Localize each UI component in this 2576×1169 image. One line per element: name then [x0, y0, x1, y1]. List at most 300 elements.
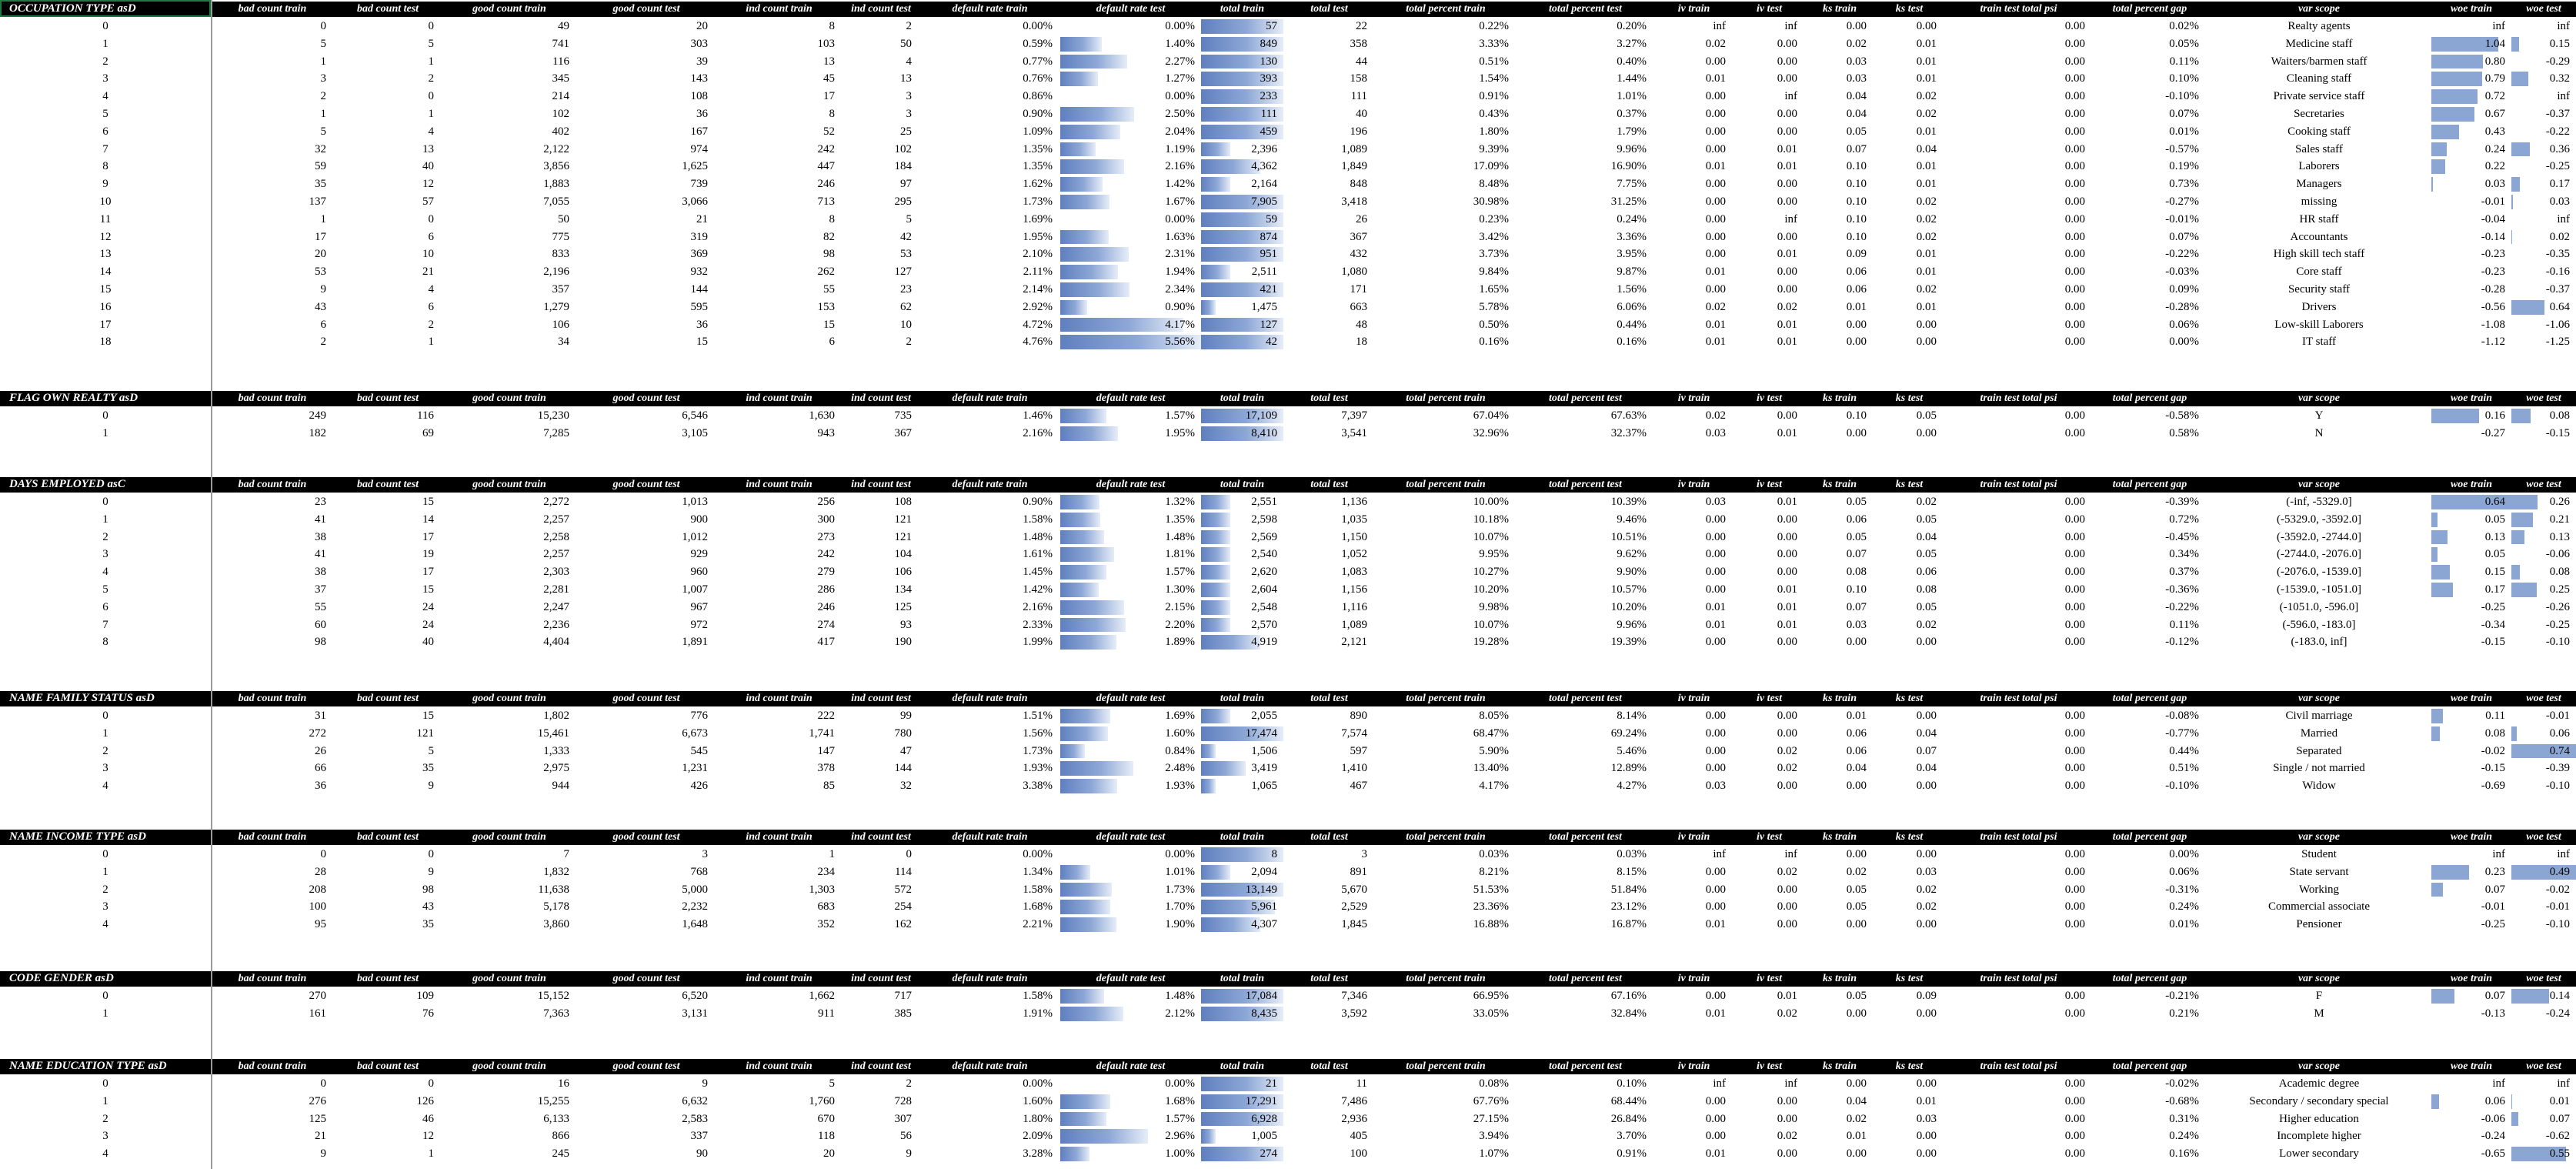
numeric-cell[interactable]: 0.00 — [2064, 710, 2085, 722]
numeric-cell[interactable]: 0.00% — [1023, 20, 1053, 32]
numeric-cell[interactable]: 1.58% — [1023, 883, 1053, 896]
numeric-cell[interactable]: 10 — [900, 318, 912, 331]
numeric-cell[interactable]: 26.84% — [1610, 1112, 1647, 1125]
var-scope-cell[interactable]: Sales staff — [2295, 142, 2343, 155]
numeric-cell[interactable]: 102 — [552, 108, 569, 120]
default-rate-train-cell[interactable] — [1060, 1111, 1201, 1128]
numeric-cell[interactable]: 2 — [906, 336, 912, 349]
numeric-cell[interactable]: 9 — [702, 1077, 708, 1090]
default-rate-test-cell[interactable] — [1201, 529, 1283, 546]
numeric-cell[interactable]: 97 — [900, 178, 912, 191]
column-header[interactable]: woe train — [2450, 693, 2493, 704]
numeric-cell[interactable]: 670 — [817, 1112, 835, 1125]
numeric-cell[interactable]: 0.02 — [1846, 1112, 1867, 1125]
default-rate-train-cell[interactable] — [1060, 760, 1201, 777]
numeric-cell[interactable]: 15,255 — [537, 1094, 569, 1107]
numeric-cell[interactable]: 8 — [829, 20, 835, 32]
woe-test-cell[interactable] — [2511, 916, 2576, 934]
numeric-cell[interactable]: 0.02 — [1777, 744, 1797, 757]
numeric-cell[interactable]: 0.01 — [1705, 336, 1726, 349]
numeric-cell[interactable]: 249 — [309, 409, 326, 422]
var-scope-cell[interactable]: Accountants — [2290, 230, 2348, 243]
numeric-cell[interactable]: 890 — [1350, 710, 1367, 722]
var-scope-cell[interactable]: Low-skill Laborers — [2274, 318, 2364, 331]
numeric-cell[interactable]: 944 — [552, 780, 569, 793]
table-row[interactable] — [0, 425, 2576, 443]
woe-train-cell[interactable] — [2431, 633, 2511, 651]
numeric-cell[interactable]: 5 — [428, 744, 434, 757]
numeric-cell[interactable]: 13 — [823, 55, 835, 68]
numeric-cell[interactable]: 0.00 — [2064, 72, 2085, 85]
numeric-cell[interactable]: 50 — [558, 212, 569, 225]
column-header[interactable]: var scope — [2297, 479, 2341, 490]
numeric-cell[interactable]: 0.00 — [1916, 318, 1937, 331]
default-rate-train-cell[interactable] — [1060, 546, 1201, 563]
numeric-cell[interactable]: 3.36% — [1617, 230, 1647, 243]
numeric-cell[interactable]: 3,856 — [543, 160, 569, 173]
numeric-cell[interactable]: 0.09 — [1846, 248, 1867, 261]
numeric-cell[interactable]: 1.73% — [1023, 195, 1053, 208]
numeric-cell[interactable]: 0.01 — [1777, 160, 1797, 173]
default-rate-train-cell[interactable] — [1060, 1005, 1201, 1023]
numeric-cell[interactable]: 0.23% — [1479, 212, 1509, 225]
numeric-cell[interactable]: 0.50% — [1479, 318, 1509, 331]
numeric-cell[interactable]: 2,257 — [543, 513, 569, 526]
numeric-cell[interactable]: 2 — [320, 336, 326, 349]
numeric-cell[interactable]: 10.07% — [1473, 618, 1509, 631]
row-index-cell[interactable]: 3 — [102, 762, 108, 775]
numeric-cell[interactable]: 67.76% — [1473, 1094, 1509, 1107]
var-scope-cell[interactable]: Incomplete higher — [2277, 1130, 2361, 1143]
numeric-cell[interactable]: 2,232 — [682, 900, 708, 913]
numeric-cell[interactable]: 0.37% — [1617, 108, 1647, 120]
row-index-cell[interactable]: 0 — [102, 848, 108, 860]
numeric-cell[interactable]: 0.01 — [1777, 496, 1797, 508]
column-header[interactable]: good count test — [612, 1060, 680, 1072]
numeric-cell[interactable]: 1.45% — [1023, 566, 1053, 579]
numeric-cell[interactable]: 0.00 — [2064, 426, 2085, 439]
numeric-cell[interactable]: 0.00 — [1705, 900, 1726, 913]
column-header[interactable]: train test total psi — [1980, 479, 2057, 490]
numeric-cell[interactable]: 222 — [817, 710, 835, 722]
numeric-cell[interactable]: 0.05 — [1916, 600, 1937, 613]
numeric-cell[interactable]: 0.00 — [1777, 548, 1797, 561]
numeric-cell[interactable]: 0.01 — [1916, 248, 1937, 261]
numeric-cell[interactable]: 0.00 — [1705, 178, 1726, 191]
default-rate-test-cell[interactable] — [1201, 581, 1283, 599]
default-rate-test-cell[interactable] — [1201, 316, 1283, 334]
numeric-cell[interactable]: 276 — [309, 1094, 326, 1107]
numeric-cell[interactable]: 274 — [817, 618, 835, 631]
default-rate-test-cell[interactable] — [1201, 105, 1283, 123]
numeric-cell[interactable]: 8.15% — [1617, 865, 1647, 878]
default-rate-train-cell[interactable] — [1060, 1145, 1201, 1163]
numeric-cell[interactable]: 16.90% — [1610, 160, 1647, 173]
var-scope-cell[interactable]: Civil marriage — [2285, 710, 2353, 722]
column-header[interactable]: ks train — [1823, 973, 1857, 984]
column-header[interactable]: woe train — [2450, 1060, 2493, 1072]
woe-test-cell[interactable] — [2511, 581, 2576, 599]
table-row[interactable] — [0, 53, 2576, 71]
default-rate-train-cell[interactable] — [1060, 299, 1201, 316]
table-row[interactable] — [0, 1005, 2576, 1023]
default-rate-train-cell[interactable] — [1060, 18, 1201, 35]
numeric-cell[interactable]: 1 — [428, 1147, 434, 1161]
column-header[interactable]: train test total psi — [1980, 973, 2057, 984]
column-header[interactable]: good count test — [612, 973, 680, 984]
numeric-cell[interactable]: 0.91% — [1617, 1147, 1647, 1161]
numeric-cell[interactable]: 352 — [817, 918, 835, 931]
column-header[interactable]: total percent test — [1549, 973, 1622, 984]
numeric-cell[interactable]: 1.58% — [1023, 990, 1053, 1002]
column-header[interactable]: var scope — [2297, 693, 2341, 704]
woe-test-cell[interactable] — [2511, 53, 2576, 71]
numeric-cell[interactable]: 98 — [823, 248, 835, 261]
numeric-cell[interactable]: 0.06 — [1846, 283, 1867, 296]
numeric-cell[interactable]: -0.02% — [2165, 1077, 2199, 1090]
row-index-cell[interactable]: 1 — [102, 1007, 108, 1020]
row-index-cell[interactable]: 8 — [102, 636, 108, 649]
numeric-cell[interactable]: 4.72% — [1023, 318, 1053, 331]
column-header[interactable]: total percent train — [1406, 973, 1486, 984]
numeric-cell[interactable]: 182 — [309, 426, 326, 439]
column-header[interactable]: ks test — [1895, 479, 1924, 490]
column-header[interactable]: bad count test — [356, 1060, 419, 1072]
numeric-cell[interactable]: 0.00 — [1705, 125, 1726, 138]
numeric-cell[interactable]: 0.06 — [1846, 744, 1867, 757]
numeric-cell[interactable]: 0.16% — [2169, 1147, 2199, 1161]
numeric-cell[interactable]: 246 — [817, 600, 835, 613]
numeric-cell[interactable]: 279 — [817, 566, 835, 579]
row-index-cell[interactable]: 2 — [102, 744, 108, 757]
numeric-cell[interactable]: 9.46% — [1617, 513, 1647, 526]
numeric-cell[interactable]: 0 — [320, 20, 326, 32]
numeric-cell[interactable]: 833 — [552, 248, 569, 261]
default-rate-train-cell[interactable] — [1060, 193, 1201, 211]
numeric-cell[interactable]: 52 — [823, 125, 835, 138]
default-rate-test-cell[interactable] — [1201, 18, 1283, 35]
woe-test-cell[interactable] — [2511, 511, 2576, 529]
numeric-cell[interactable]: -0.10% — [2165, 780, 2199, 793]
numeric-cell[interactable]: 728 — [894, 1094, 912, 1107]
column-header[interactable]: ks test — [1895, 392, 1924, 404]
numeric-cell[interactable]: 0.05% — [2169, 37, 2199, 50]
numeric-cell[interactable]: 0.02 — [1916, 618, 1937, 631]
column-header[interactable]: default rate test — [1096, 973, 1166, 984]
numeric-cell[interactable]: 0.04 — [1916, 762, 1937, 775]
numeric-cell[interactable]: 1 — [428, 55, 434, 68]
numeric-cell[interactable]: 0.00 — [2064, 636, 2085, 649]
numeric-cell[interactable]: 0.00 — [1777, 55, 1797, 68]
column-header[interactable]: good count train — [472, 831, 546, 843]
numeric-cell[interactable]: 3 — [320, 72, 326, 85]
woe-train-cell[interactable] — [2431, 333, 2511, 351]
numeric-cell[interactable]: 0.00 — [2064, 108, 2085, 120]
numeric-cell[interactable]: 0.02 — [1777, 762, 1797, 775]
numeric-cell[interactable]: 0.00 — [1777, 108, 1797, 120]
default-rate-train-cell[interactable] — [1060, 846, 1201, 863]
numeric-cell[interactable]: 32.96% — [1473, 426, 1509, 439]
numeric-cell[interactable]: 0.04 — [1916, 142, 1937, 155]
column-header[interactable]: ks test — [1895, 831, 1924, 843]
table-row[interactable] — [0, 299, 2576, 316]
numeric-cell[interactable]: 0.00% — [1023, 1077, 1053, 1090]
numeric-cell[interactable]: 0.00 — [2064, 744, 2085, 757]
numeric-cell[interactable]: 1,231 — [682, 762, 708, 775]
row-index-cell[interactable]: 6 — [102, 125, 108, 138]
woe-train-cell[interactable] — [2431, 1145, 2511, 1163]
row-index-cell[interactable]: 16 — [99, 300, 112, 313]
numeric-cell[interactable]: 16.88% — [1473, 918, 1509, 931]
numeric-cell[interactable]: 16 — [558, 1077, 569, 1090]
numeric-cell[interactable]: 68.44% — [1610, 1094, 1647, 1107]
numeric-cell[interactable]: 0.00 — [1705, 710, 1726, 722]
numeric-cell[interactable]: 11 — [1356, 1077, 1367, 1090]
column-header[interactable]: ind count test — [851, 831, 911, 843]
numeric-cell[interactable]: 0.01 — [1705, 72, 1726, 85]
row-index-cell[interactable]: 9 — [102, 178, 108, 191]
woe-train-cell[interactable] — [2431, 105, 2511, 123]
table-row[interactable] — [0, 1075, 2576, 1093]
var-scope-cell[interactable]: Realty agents — [2287, 20, 2351, 32]
woe-test-cell[interactable] — [2511, 777, 2576, 795]
default-rate-test-cell[interactable] — [1201, 407, 1283, 425]
numeric-cell[interactable]: -0.22% — [2165, 248, 2199, 261]
numeric-cell[interactable]: 19.39% — [1610, 636, 1647, 649]
numeric-cell[interactable]: 1 — [320, 55, 326, 68]
numeric-cell[interactable]: 35 — [422, 762, 434, 775]
row-index-cell[interactable]: 11 — [99, 212, 112, 225]
numeric-cell[interactable]: 116 — [417, 409, 434, 422]
numeric-cell[interactable]: 68.47% — [1473, 726, 1509, 740]
default-rate-train-cell[interactable] — [1060, 863, 1201, 881]
column-header[interactable]: total train — [1220, 693, 1265, 704]
numeric-cell[interactable]: 2.11% — [1023, 266, 1053, 279]
numeric-cell[interactable]: 0.00 — [1705, 865, 1726, 878]
row-index-cell[interactable]: 8 — [102, 160, 108, 173]
numeric-cell[interactable]: 11,638 — [538, 883, 569, 896]
numeric-cell[interactable]: 0.04 — [1846, 108, 1867, 120]
column-header[interactable]: total percent test — [1549, 831, 1622, 843]
numeric-cell[interactable]: 8 — [829, 108, 835, 120]
numeric-cell[interactable]: 0.03 — [1846, 618, 1867, 631]
row-index-cell[interactable]: 18 — [99, 336, 112, 349]
default-rate-train-cell[interactable] — [1060, 245, 1201, 263]
numeric-cell[interactable]: 5 — [320, 37, 326, 50]
var-scope-cell[interactable]: Y — [2314, 409, 2324, 422]
numeric-cell[interactable]: 13 — [422, 142, 434, 155]
numeric-cell[interactable]: 0.77% — [1023, 55, 1053, 68]
numeric-cell[interactable]: -0.28% — [2165, 300, 2199, 313]
column-header[interactable]: iv test — [1756, 1060, 1783, 1072]
numeric-cell[interactable]: 0.01 — [1777, 426, 1797, 439]
default-rate-train-cell[interactable] — [1060, 511, 1201, 529]
default-rate-test-cell[interactable] — [1201, 158, 1283, 175]
numeric-cell[interactable]: 1,741 — [809, 726, 835, 740]
numeric-cell[interactable]: 43 — [315, 300, 326, 313]
numeric-cell[interactable]: 9.96% — [1617, 618, 1647, 631]
numeric-cell[interactable]: 0.01 — [1846, 1130, 1867, 1143]
numeric-cell[interactable]: 6,546 — [682, 409, 708, 422]
numeric-cell[interactable]: 432 — [1350, 248, 1367, 261]
numeric-cell[interactable]: 0.00 — [1705, 55, 1726, 68]
numeric-cell[interactable]: 0.02 — [1916, 883, 1937, 896]
numeric-cell[interactable]: 0.11% — [2169, 55, 2199, 68]
numeric-cell[interactable]: 118 — [818, 1130, 835, 1143]
numeric-cell[interactable]: 0.00 — [2064, 865, 2085, 878]
numeric-cell[interactable]: inf — [1784, 848, 1797, 860]
numeric-cell[interactable]: 967 — [690, 600, 708, 613]
var-scope-cell[interactable]: IT staff — [2301, 336, 2337, 349]
woe-train-cell[interactable] — [2431, 581, 2511, 599]
numeric-cell[interactable]: 358 — [1350, 37, 1367, 50]
default-rate-test-cell[interactable] — [1201, 141, 1283, 159]
numeric-cell[interactable]: 19 — [422, 548, 434, 561]
numeric-cell[interactable]: -0.03% — [2165, 266, 2199, 279]
woe-train-cell[interactable] — [2431, 123, 2511, 141]
woe-test-cell[interactable] — [2511, 316, 2576, 334]
row-index-cell[interactable]: 12 — [99, 230, 112, 243]
woe-train-cell[interactable] — [2431, 1111, 2511, 1128]
row-index-cell[interactable]: 13 — [99, 248, 112, 261]
column-header[interactable]: bad count train — [238, 392, 307, 404]
woe-test-cell[interactable] — [2511, 193, 2576, 211]
woe-train-cell[interactable] — [2431, 898, 2511, 916]
numeric-cell[interactable]: 0.00 — [1777, 195, 1797, 208]
numeric-cell[interactable]: 0.00 — [1705, 212, 1726, 225]
default-rate-train-cell[interactable] — [1060, 616, 1201, 634]
table-row[interactable] — [0, 18, 2576, 35]
numeric-cell[interactable]: 14 — [422, 513, 434, 526]
woe-test-cell[interactable] — [2511, 1075, 2576, 1093]
numeric-cell[interactable]: 0.00 — [1777, 178, 1797, 191]
table-row[interactable] — [0, 1145, 2576, 1163]
table-row[interactable] — [0, 245, 2576, 263]
default-rate-test-cell[interactable] — [1201, 88, 1283, 105]
section-title[interactable]: NAME INCOME TYPE asD — [9, 830, 146, 843]
numeric-cell[interactable]: 8.48% — [1479, 178, 1509, 191]
numeric-cell[interactable]: 45 — [823, 72, 835, 85]
numeric-cell[interactable]: 32 — [900, 780, 912, 793]
numeric-cell[interactable]: 1,116 — [1341, 600, 1367, 613]
numeric-cell[interactable]: 55 — [823, 283, 835, 296]
numeric-cell[interactable]: 0.03 — [1916, 865, 1937, 878]
row-index-cell[interactable]: 7 — [102, 618, 108, 631]
numeric-cell[interactable]: 0.00 — [1846, 780, 1867, 793]
numeric-cell[interactable]: 0.00 — [2064, 142, 2085, 155]
numeric-cell[interactable]: 6 — [320, 318, 326, 331]
numeric-cell[interactable]: 0.03 — [1705, 496, 1726, 508]
numeric-cell[interactable]: 31.25% — [1610, 195, 1647, 208]
numeric-cell[interactable]: 242 — [817, 548, 835, 561]
table-row[interactable] — [0, 281, 2576, 299]
numeric-cell[interactable]: 1,156 — [1341, 583, 1367, 596]
numeric-cell[interactable]: 12.89% — [1610, 762, 1647, 775]
numeric-cell[interactable]: 0.00 — [1777, 726, 1797, 740]
column-header[interactable]: iv train — [1677, 693, 1710, 704]
table-row[interactable] — [0, 141, 2576, 159]
default-rate-test-cell[interactable] — [1201, 245, 1283, 263]
numeric-cell[interactable]: 929 — [690, 548, 708, 561]
row-index-cell[interactable]: 5 — [102, 583, 108, 596]
numeric-cell[interactable]: 0.00 — [1777, 918, 1797, 931]
numeric-cell[interactable]: 0.91% — [1479, 90, 1509, 103]
numeric-cell[interactable]: 0.05 — [1916, 548, 1937, 561]
default-rate-test-cell[interactable] — [1201, 863, 1283, 881]
numeric-cell[interactable]: 0.02 — [1916, 90, 1937, 103]
woe-test-cell[interactable] — [2511, 633, 2576, 651]
numeric-cell[interactable]: 0.86% — [1023, 90, 1053, 103]
table-row[interactable] — [0, 760, 2576, 777]
numeric-cell[interactable]: 545 — [690, 744, 708, 757]
table-row[interactable] — [0, 563, 2576, 581]
row-index-cell[interactable]: 0 — [102, 1077, 108, 1090]
table-row[interactable] — [0, 633, 2576, 651]
column-header[interactable]: total percent train — [1406, 479, 1486, 490]
numeric-cell[interactable]: 0.00 — [1777, 72, 1797, 85]
var-scope-cell[interactable]: Secondary / secondary special — [2249, 1094, 2389, 1107]
numeric-cell[interactable]: 67.63% — [1610, 409, 1647, 422]
woe-test-cell[interactable] — [2511, 333, 2576, 351]
numeric-cell[interactable]: 1.80% — [1479, 125, 1509, 138]
numeric-cell[interactable]: 0.10% — [2169, 72, 2199, 85]
numeric-cell[interactable]: 262 — [817, 266, 835, 279]
var-scope-cell[interactable]: (-596.0, -183.0] — [2282, 618, 2356, 631]
default-rate-test-cell[interactable] — [1201, 546, 1283, 563]
woe-test-cell[interactable] — [2511, 229, 2576, 246]
numeric-cell[interactable]: 367 — [1350, 230, 1367, 243]
numeric-cell[interactable]: 2,121 — [1341, 636, 1367, 649]
numeric-cell[interactable]: 1.93% — [1023, 762, 1053, 775]
numeric-cell[interactable]: 26 — [1356, 212, 1367, 225]
woe-test-cell[interactable] — [2511, 70, 2576, 88]
numeric-cell[interactable]: 17.09% — [1473, 160, 1509, 173]
row-index-cell[interactable]: 4 — [102, 566, 108, 579]
default-rate-test-cell[interactable] — [1201, 633, 1283, 651]
numeric-cell[interactable]: 76 — [422, 1007, 434, 1020]
column-header[interactable]: iv test — [1756, 693, 1783, 704]
row-index-cell[interactable]: 4 — [102, 1147, 108, 1161]
numeric-cell[interactable]: 2,196 — [543, 266, 569, 279]
column-header[interactable]: good count train — [472, 392, 546, 404]
numeric-cell[interactable]: 6,520 — [682, 990, 708, 1002]
var-scope-cell[interactable]: Separated — [2296, 744, 2342, 757]
default-rate-test-cell[interactable] — [1201, 1127, 1283, 1145]
default-rate-test-cell[interactable] — [1201, 616, 1283, 634]
numeric-cell[interactable]: 1.80% — [1023, 1112, 1053, 1125]
numeric-cell[interactable]: 5 — [428, 37, 434, 50]
numeric-cell[interactable]: 90 — [696, 1147, 708, 1161]
numeric-cell[interactable]: 9.84% — [1479, 266, 1509, 279]
column-header[interactable]: total train — [1220, 1060, 1265, 1072]
numeric-cell[interactable]: 0.20% — [1617, 20, 1647, 32]
numeric-cell[interactable]: 0.02 — [1777, 865, 1797, 878]
numeric-cell[interactable]: 0.00 — [2064, 178, 2085, 191]
numeric-cell[interactable]: 0.00 — [1777, 1094, 1797, 1107]
numeric-cell[interactable]: 0.02 — [1916, 283, 1937, 296]
numeric-cell[interactable]: 0.00 — [1705, 636, 1726, 649]
numeric-cell[interactable]: 0.02 — [1705, 300, 1726, 313]
numeric-cell[interactable]: -0.01% — [2165, 212, 2199, 225]
woe-test-cell[interactable] — [2511, 743, 2576, 760]
numeric-cell[interactable]: 0.01 — [1777, 990, 1797, 1002]
numeric-cell[interactable]: 0.00 — [2064, 762, 2085, 775]
numeric-cell[interactable]: 1 — [320, 212, 326, 225]
numeric-cell[interactable]: 31 — [315, 710, 326, 722]
numeric-cell[interactable]: 34 — [558, 336, 569, 349]
column-header[interactable]: default rate train — [952, 973, 1028, 984]
woe-train-cell[interactable] — [2431, 18, 2511, 35]
